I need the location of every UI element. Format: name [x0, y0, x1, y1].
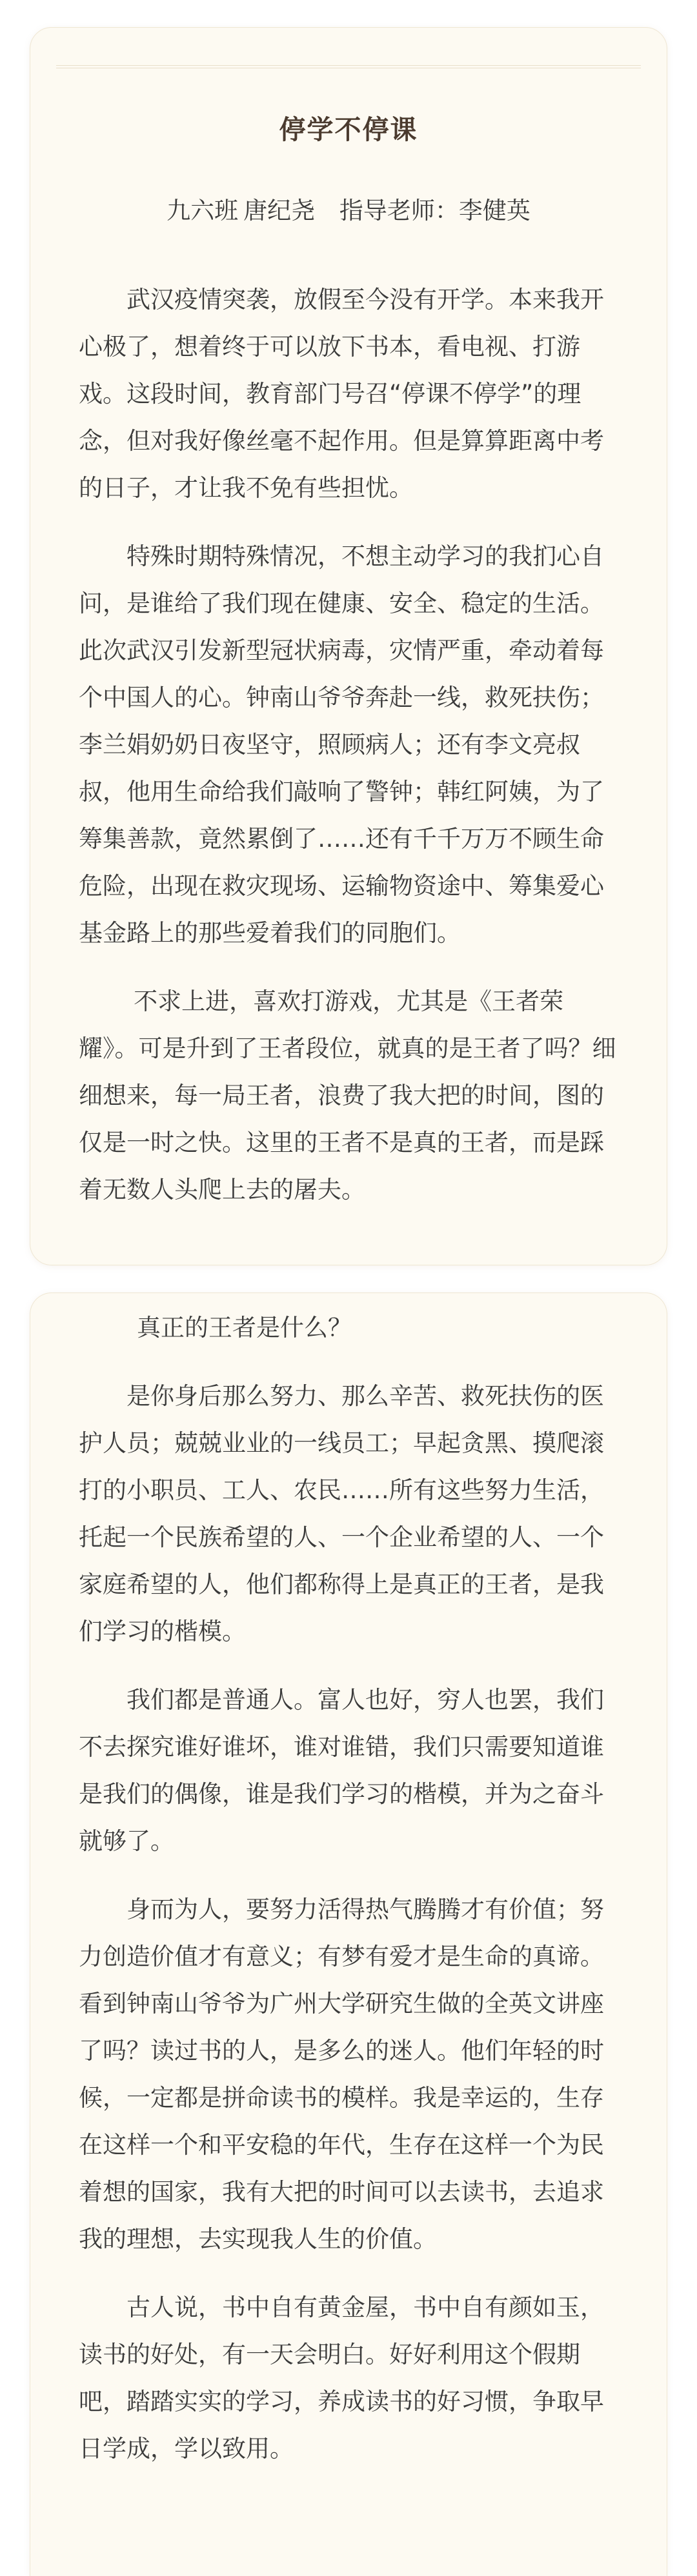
article-card-1 [30, 27, 667, 1265]
author-class: 九六班 [167, 197, 239, 224]
decorative-divider [56, 65, 641, 68]
paragraph: 古人说，书中自有黄金屋，书中自有颜如玉，读书的好处，有一天会明白。好好利用这个假期吧，踏踏实实的学习，养成读书的好习惯，争取早日学成，学以致用。 [79, 2294, 604, 2462]
article-byline [30, 191, 667, 226]
paragraph: 武汉疫情突袭，放假至今没有开学。本来我开心极了，想着终于可以放下书本，看电视、打游戏。这段时间，教育部门号召“停课不停学”的理念，但对我好像丝毫不起作用。但是算算距离中考的日子，才让我不免有些担忧。 [79, 286, 604, 502]
article-body-part2 [79, 1304, 621, 2493]
paragraph: 是你身后那么努力、那么辛苦、救死扶伤的医护人员；兢兢业业的一线员工；早起贪黑、摸爬滚打的小职员、工人、农民……所有这些努力生活，托起一个民族希望的人、一个企业希望的人、一个家庭希望的人，他们都称得上是真正的王者，是我们学习的楷模。 [79, 1382, 604, 1645]
article-body-part1 [79, 276, 621, 1234]
paragraph: 身而为人，要努力活得热气腾腾才有价值；努力创造价值才有意义；有梦有爱才是生命的真谛。看到钟南山爷爷为广州大学研究生做的全英文讲座了吗？读过书的人，是多么的迷人。他们年轻的时候，一定都是拼命读书的模样。我是幸运的，生存在这样一个和平安稳的年代，生存在这样一个为民着想的国家，我有大把的时间可以去读书，去追求我的理想，去实现我人生的价值。 [79, 1896, 604, 2253]
question-heading: 真正的王者是什么？ [137, 1314, 352, 1342]
paragraph: 不求上进，喜欢打游戏，尤其是《王者荣耀》。可是升到了王者段位，就真的是王者了吗？细细想来，每一局王者，浪费了我大把的时间，图的仅是一时之快。这里的王者不是真的王者，而是踩着无数人头爬上去的屠夫。 [79, 987, 616, 1204]
paragraph: 我们都是普通人。富人也好，穷人也罢，我们不去探究谁好谁坏，谁对谁错，我们只需要知道谁是我们的偶像，谁是我们学习的楷模，并为之奋斗就够了。 [79, 1686, 604, 1855]
paragraph: 特殊时期特殊情况，不想主动学习的我扪心自问，是谁给了我们现在健康、安全、稳定的生活。此次武汉引发新型冠状病毒，灾情严重，牵动着每个中国人的心。钟南山爷爷奔赴一线，救死扶伤；李兰娟奶奶日夜坚守，照顾病人；还有李文亮叔叔，他用生命给我们敲响了警钟；韩红阿姨，为了筹集善款，竟然累倒了……还有千千万万不顾生命危险，出现在救灾现场、运输物资途中、筹集爱心基金路上的那些爱着我们的同胞们。 [79, 542, 604, 947]
article-card-2 [30, 1293, 667, 2576]
article-title: 停学不停课 [279, 114, 418, 145]
teacher-name: 指导老师：李健英 [339, 197, 530, 224]
author-name: 唐纪尧 [243, 197, 316, 224]
